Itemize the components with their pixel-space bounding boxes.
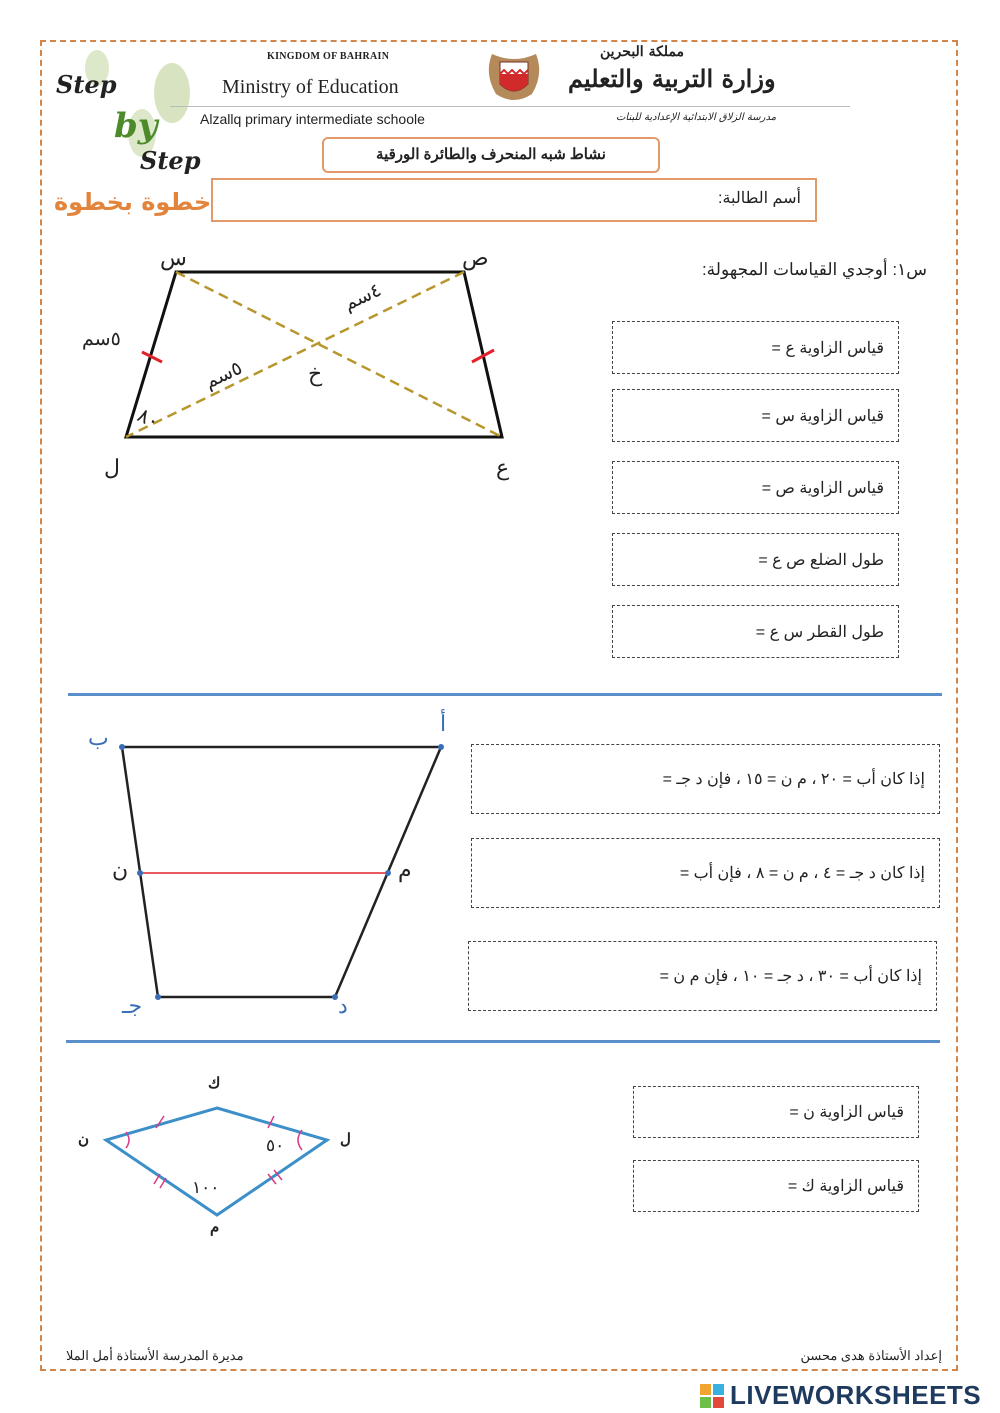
question-label: إذا كان أب = ٣٠ ، د جـ = ١٠ ، فإن م ن = (659, 968, 922, 985)
answer-label: قياس الزاوية ك = (787, 1178, 904, 1195)
liveworksheets-icon (700, 1384, 724, 1408)
kite-vertex-n: ن (78, 1130, 90, 1148)
trapezoid-outline (122, 747, 441, 997)
kite-angle-l: ٥٠ (266, 1136, 285, 1156)
diagonal-2 (126, 272, 464, 437)
bahrain-emblem (482, 44, 546, 106)
diagonal-label-2: ٥سم (201, 356, 246, 394)
school-name-ar: مدرسة الزلاق الابتدائية الإعدادية للبنات (616, 112, 777, 123)
footer-prepared-by: إعداد الأستاذة هدى محسن (800, 1348, 942, 1363)
answer-box-angle-sad[interactable] (612, 461, 899, 514)
vertex-d: د (338, 994, 348, 1019)
vertex-a: أ (440, 712, 447, 737)
question-1: س١: أوجدي القياسات المجهولة: (701, 260, 927, 279)
vertex-b: ب (88, 726, 109, 751)
student-name-field[interactable] (211, 178, 817, 222)
midsegment-question-1[interactable] (471, 744, 940, 814)
trapezoid-outline (126, 272, 502, 437)
kingdom-label-ar: مملكة البحرين (600, 44, 685, 60)
vertex-m: م (398, 858, 412, 883)
kite-figure (80, 1080, 380, 1240)
ministry-label: Ministry of Education (222, 76, 399, 98)
separator-2 (66, 1040, 940, 1043)
liveworksheets-logo (700, 1380, 981, 1411)
answer-label: قياس الزاوية ن = (789, 1104, 904, 1121)
vertex-sad: ص (462, 246, 489, 271)
student-name-label: أسم الطالبة: (718, 190, 801, 207)
answer-box-side[interactable] (612, 533, 899, 586)
separator-1 (68, 693, 942, 696)
ministry-label-ar: وزارة التربية والتعليم (568, 64, 776, 93)
logo-arabic: خطوة بخطوة (54, 188, 212, 216)
kite-vertex-k: ك (208, 1074, 221, 1092)
worksheet-title: نشاط شبه المنحرف والطائرة الورقية (322, 137, 660, 173)
answer-box-angle-n[interactable] (633, 1086, 919, 1138)
midsegment-question-3[interactable] (468, 941, 937, 1011)
answer-label: طول القطر س ع = (755, 623, 884, 641)
question-label: إذا كان د جـ = ٤ ، م ن = ٨ ، فإن أب = (679, 865, 925, 882)
logo-word-step2: Step (140, 146, 201, 175)
question-label: إذا كان أب = ٢٠ ، م ن = ١٥ ، فإن د جـ = (662, 771, 925, 788)
answer-label: طول الضلع ص ع = (758, 551, 884, 569)
answer-box-angle-k[interactable] (633, 1160, 919, 1212)
header-underline (170, 106, 850, 107)
answer-label: قياس الزاوية ع = (771, 339, 884, 357)
answer-box-diagonal[interactable] (612, 605, 899, 658)
kite-vertex-l: ل (340, 1130, 351, 1148)
vertex-n: ن (112, 858, 129, 883)
vertex-l: ل (104, 456, 120, 481)
center-point: خ (308, 362, 323, 387)
kite-angle-m: ١٠٠ (192, 1178, 220, 1198)
liveworksheets-text: LIVEWORKSHEETS (730, 1380, 982, 1410)
vertex-s: س (160, 246, 187, 271)
angle-label: ٨٠ (133, 402, 164, 434)
diagonal-1 (176, 272, 502, 437)
answer-label: قياس الزاوية س = (761, 407, 884, 425)
side-length-label: ٥سم (82, 328, 121, 350)
diagonal-label-1: ٤سم (340, 278, 385, 316)
answer-box-angle-ain[interactable] (612, 321, 899, 374)
logo-word-step1: Step (56, 70, 117, 99)
kingdom-label: KINGDOM OF BAHRAIN (267, 51, 390, 62)
school-name-en: Alzallq primary intermediate schoole (200, 111, 425, 127)
answer-label: قياس الزاوية ص = (761, 479, 884, 497)
answer-box-angle-s[interactable] (612, 389, 899, 442)
kite-vertex-m: م (210, 1218, 220, 1236)
kite-outline (106, 1108, 327, 1215)
vertex-ain: ع (496, 456, 510, 481)
midsegment-question-2[interactable] (471, 838, 940, 908)
step-by-step-logo (52, 48, 207, 178)
footer-principal: مديرة المدرسة الأستاذة أمل الملا (66, 1348, 244, 1363)
vertex-j: جـ (122, 994, 143, 1019)
logo-word-by: by (114, 106, 158, 146)
